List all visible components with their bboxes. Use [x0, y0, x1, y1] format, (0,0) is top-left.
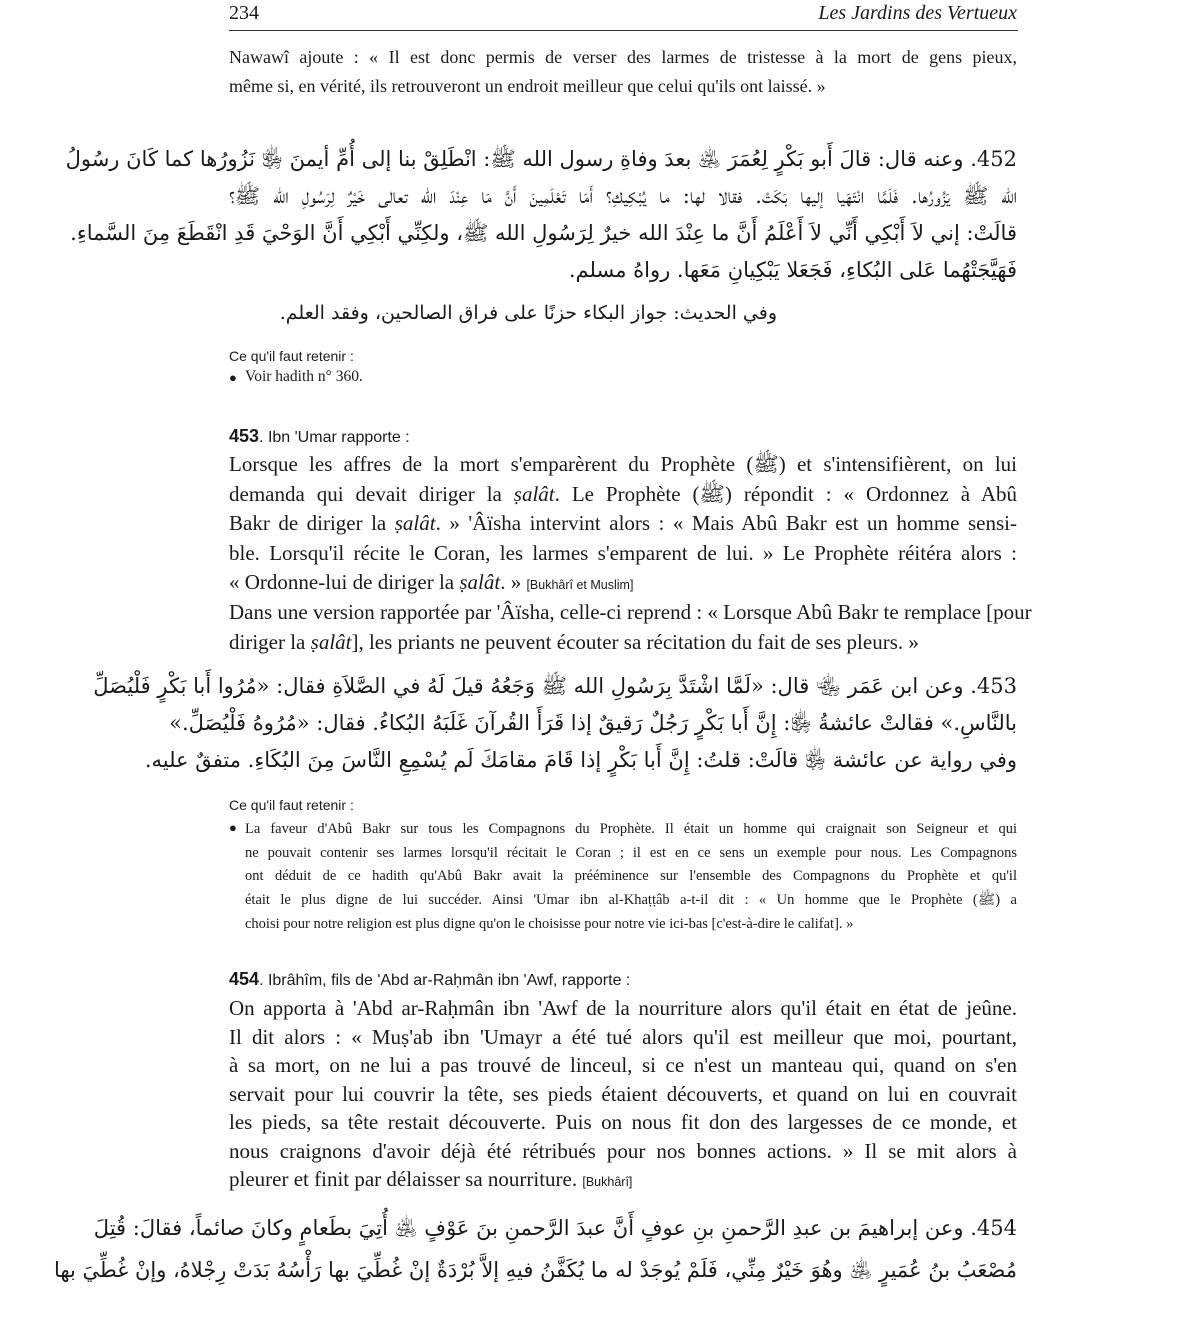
hadith-number: 454 [229, 969, 260, 989]
text-line [229, 1137, 1017, 1166]
text-segment: « Ordonne-lui de diriger la [229, 570, 460, 594]
text-segment: . Le Prophète (ﷺ) répondit : « Ordonnez à Abû [554, 481, 1017, 506]
text-line [144, 742, 1017, 779]
text-line [245, 865, 1017, 889]
text-segment: ], les priants ne peuvent écouter sa récitation du fait de ses pleurs. » [351, 629, 919, 654]
retain-label-452: Ce qu'il faut retenir : [229, 348, 354, 364]
hadith-454-french [229, 994, 1017, 1197]
text-line [245, 842, 1017, 866]
header-rule [229, 30, 1018, 31]
intro-paragraph [229, 43, 1017, 101]
text-segment: مُصْعَبُ بنُ عُمَيرٍ ﵁ وهُوَ خَيْرٌ مِنِّي، فَلَمْ يُوجَدْ له ما يُكَفَّنُ فيهِ إلاَّ بُرْدَةٌ إنْ غُطِّيَ بها رَأْسُهُ بَدَتْ رِجْلاهُ، وإنْ غُطِّيَ بها [53, 1258, 1017, 1282]
text-line [229, 1108, 1017, 1137]
hadith-453-french-version [229, 598, 1032, 657]
text-line [229, 480, 1017, 510]
text-line [229, 598, 1032, 628]
italic-term: ṣalât [394, 511, 436, 535]
text-line [229, 1080, 1017, 1109]
text-segment: 454. وعن إبراهيمَ بن عبدِ الرَّحمنِ بنِ عوفٍ أَنَّ عبدَ الرَّحمنِ بنَ عَوْفٍ ﵁ أُتِيَ بطَعامٍ وكانَ صائماً، فقالَ: قُتِلَ [93, 1216, 1017, 1240]
text-line [229, 509, 1017, 539]
text-segment: بالنَّاسِ.» فقالتْ عائشةُ ﵂: إِنَّ أَبا بَكْرٍ رَجُلٌ رَقيقٌ إذا قَرَأَ القُرآنَ غَلَبَهُ البُكاءُ. فقال: «مُرُوهُ فَلْيُصَلِّ.» [169, 711, 1017, 735]
text-segment: . » 'Âïsha intervint alors : « Mais Abû Bakr est un homme sensi- [435, 511, 1017, 535]
text-segment: même si, en vérité, ils retrouveront un endroit meilleur que celui qu'ils ont laissé. » [229, 76, 826, 96]
text-segment: ont déduit de ce hadith qu'Abû Bakr avait la prééminence sur l'ensemble des Compagnons du Prophète et qu'il [245, 868, 1017, 885]
text-segment: La faveur d'Abû Bakr sur tous les Compagnons du Prophète. Il était un homme qui craignait son Seigneur et qui [245, 821, 1017, 837]
text-segment: الله ﷺ يَزُورُها. فَلَمَّا انْتَهَيا إليها بَكَتْ. فقالا لها: ما يُبْكِيكِ؟ أَمَا تَعْلَمِينَ أَنَّ مَا عِنْدَ الله تعالى خَيْرٌ لِرَسُولِ الله ﷺ؟ [229, 184, 1017, 208]
text-segment: Bakr de diriger la [229, 511, 395, 535]
text-line [229, 178, 1017, 215]
text-segment: pleurer et finit par délaisser sa nourriture. [229, 1167, 583, 1191]
text-line [229, 539, 1017, 569]
text-line [245, 889, 1017, 913]
text-segment: قالَتْ: إني لاَ أَبْكِي أَنِّي لاَ أَعْلَمُ أَنَّ ما عِنْدَ الله خيرٌ لِرَسُولِ الله ﷺ، ولكِنِّي أَبْكِي أَنَّ الوَحْيَ قَدِ انْقَطَعَ مِنَ السَّماءِ. [70, 221, 1017, 245]
text-line [245, 913, 1017, 937]
italic-term: ṣalât [310, 629, 352, 654]
text-line [229, 43, 1017, 72]
text-segment: Nawawî ajoute : « Il est donc permis de verser des larmes de tristesse à la mort de gens pieux, [229, 47, 1017, 67]
text-segment: فَهَيَّجَتْهُما عَلى البُكاءِ، فَجَعَلا يَبْكِيانِ مَعَها. رواهُ مسلم. [568, 258, 1017, 282]
bullet-icon: ● [229, 820, 237, 835]
text-line [229, 994, 1017, 1023]
text-line [245, 818, 1017, 842]
text-segment: Lorsque les affres de la mort s'emparèrent du Prophète (ﷺ) et s'intensifièrent, on lui [229, 452, 1017, 476]
text-segment: à sa mort, on ne lui a pas trouvé de linceul, si ce n'est un manteau qui, quand on s'en [229, 1053, 1017, 1077]
hadith-454-heading [229, 969, 1017, 990]
text-segment: était le plus digne de lui succéder. Ainsi 'Umar ibn al-Khaṭṭâb a-t-il dit : « Un homme que le Prophète (ﷺ) a [245, 892, 1017, 909]
hadith-452-arabic [65, 141, 1017, 289]
text-line [229, 252, 1017, 289]
text-segment: servait pour lui couvrir la tête, ses pieds étaient découverts, et quand on lui en couvrait [229, 1081, 1017, 1106]
text-segment: choisi pour notre religion est plus digne qu'on le choisisse pour notre vie ici-bas [c'est-à-dire le califat]. » [245, 915, 854, 932]
text-line [93, 1207, 1017, 1249]
retain-text-453 [245, 818, 1017, 937]
text-segment: 453. وعن ابن عَمَر ﵄ قال: «لَمَّا اشْتَدَّ بِرَسُولِ الله ﷺ وَجَعُهُ قيلَ لَهُ في الصَّلاَةِ فقال: «مُرُوا أَبا بَكْرٍ فَلْيُصَلِّ [93, 674, 1017, 698]
italic-term: ṣalât [459, 570, 501, 594]
hadith-number: 453 [229, 426, 260, 446]
text-segment: Dans une version rapportée par 'Âïsha, celle-ci reprend : « Lorsque Abû Bakr te remplace [pour [229, 600, 1032, 624]
text-line [65, 141, 1017, 178]
hadith-title: . Ibrâhîm, fils de 'Abd ar-Raḥmân ibn 'Awf, rapporte : [259, 972, 631, 989]
text-line [169, 705, 1017, 742]
hadith-453-arabic [93, 668, 1017, 779]
hadith-452-arabic-note: وفي الحديث: جواز البكاء حزنًا على فراق الصالحين، وفقد العلم. [279, 302, 777, 324]
text-segment: وفي رواية عن عائشة ﵂ قالَتْ: قلتُ: إِنَّ أَبا بَكْرٍ إذا قَامَ مقامَكَ لَم يُسْمِعِ النَّاسَ مِنَ البُكَاءِ. متفقٌ عليه. [144, 748, 1017, 772]
text-line [229, 628, 1017, 658]
hadith-453-french [229, 450, 1017, 601]
text-segment: . » [500, 570, 527, 594]
text-segment: nous craignons d'avoir déjà été rétribués pour nos bonnes actions. » Il se mit alors à [229, 1138, 1017, 1163]
page-number: 234 [229, 2, 259, 24]
hadith-452-arabic-note-wrap [229, 294, 1017, 332]
retain-label-453: Ce qu'il faut retenir : [229, 797, 354, 813]
text-segment: Il dit alors : « Muṣ'ab ibn 'Umayr a été tué alors qu'il est meilleur que moi, pourtant, [229, 1024, 1017, 1049]
bullet-icon: ● [229, 370, 237, 385]
source-reference: [Bukhârî et Muslim] [526, 578, 634, 592]
text-line [70, 215, 1017, 252]
text-segment: On apporta à 'Abd ar-Raḥmân ibn 'Awf de la nourriture alors qu'il était en état de jeûne. [229, 996, 1017, 1020]
text-line [229, 568, 1017, 601]
text-segment: ne pouvait contenir ses larmes lorsqu'il récitait le Coran ; il est en ce sens un exemple pour nous. Les Compagnons [245, 844, 1017, 861]
retain-point-452: Voir hadith n° 360. [245, 368, 363, 385]
text-line [229, 1051, 1017, 1080]
text-line [53, 1249, 1017, 1291]
hadith-title: . Ibn 'Umar rapporte : [259, 429, 410, 446]
text-line [229, 1165, 1017, 1197]
source-reference: [Bukhârî] [582, 1175, 633, 1189]
text-segment: ble. Lorsqu'il récite le Coran, les larmes s'emparent de lui. » Le Prophète réitéra alors : [229, 540, 1017, 565]
text-line [229, 1023, 1017, 1052]
text-line [229, 72, 1017, 101]
text-segment: demanda qui devait diriger la [229, 481, 514, 506]
text-segment: 452. وعنه قال: قالَ أَبو بَكْرٍ لِعُمَرَ ﵁ بعدَ وفاةِ رسول الله ﷺ: انْطَلِقْ بنا إلى أُمِّ أيمنَ ﵂ نَزُورُها كما كَانَ رسُولُ [65, 147, 1017, 171]
text-line [93, 668, 1017, 705]
text-line [229, 450, 1017, 480]
running-title: Les Jardins des Vertueux [818, 2, 1017, 24]
hadith-453-heading [229, 426, 1017, 447]
text-segment: les pieds, sa tête restait découverte. Puis on nous fit don des largesses de ce monde, et [229, 1110, 1017, 1134]
italic-term: ṣalât [513, 481, 555, 506]
hadith-454-arabic [53, 1207, 1017, 1291]
text-segment: diriger la [229, 629, 311, 654]
